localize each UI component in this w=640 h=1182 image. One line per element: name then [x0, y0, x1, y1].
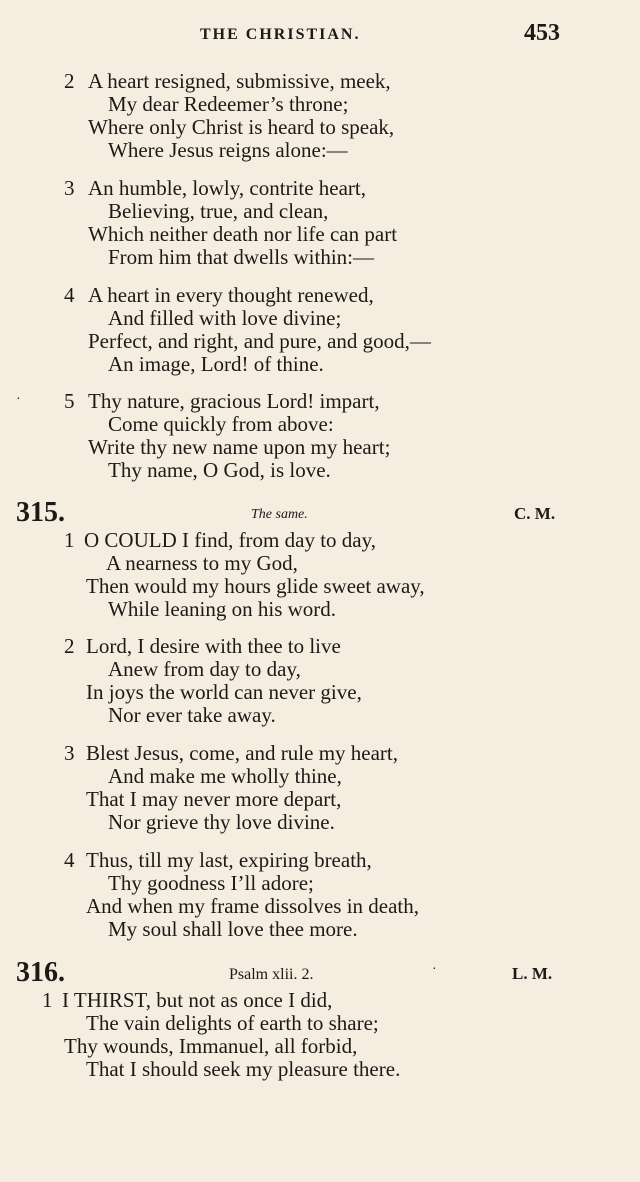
verse-line: That I should seek my pleasure there. [86, 1057, 401, 1081]
verse-line: While leaning on his word. [108, 597, 337, 621]
hymn-subtitle: The same. [251, 507, 308, 522]
verse-line: Lord, I desire with thee to live [86, 634, 341, 658]
stanza-number: 3 [64, 176, 75, 200]
print-speck: · [16, 392, 21, 407]
verse-line: In joys the world can never give, [86, 680, 362, 704]
verse-line: Thy goodness I’ll adore; [108, 871, 314, 895]
verse-line: I THIRST, but not as once I did, [62, 988, 333, 1012]
verse-line: Which neither death nor life can part [88, 222, 398, 246]
verse-line: Where Jesus reigns alone:— [108, 138, 348, 162]
stanza-number: 4 [64, 283, 75, 307]
verse-line: A heart resigned, submissive, meek, [88, 69, 391, 93]
hymn-number: 315. [16, 497, 65, 528]
verse-line: Where only Christ is heard to speak, [88, 115, 395, 139]
stanza-number: 2 [64, 69, 75, 93]
verse-line: And make me wholly thine, [108, 764, 342, 788]
verse-line: Thus, till my last, expiring breath, [86, 848, 372, 872]
stanza-number: 1 [64, 528, 75, 552]
stanza-number: 4 [64, 848, 75, 872]
verse-line: Write thy new name upon my heart; [88, 435, 391, 459]
verse-line: A nearness to my God, [106, 551, 298, 575]
stanza-number: 2 [64, 634, 75, 658]
verse-line: Then would my hours glide sweet away, [86, 574, 425, 598]
verse-line: Thy nature, gracious Lord! impart, [88, 389, 380, 413]
stanza-number: 1 [42, 988, 53, 1012]
verse-line: From him that dwells within:— [108, 245, 374, 269]
verse-line: An image, Lord! of thine. [108, 352, 324, 376]
verse-line: That I may never more depart, [86, 787, 342, 811]
verse-line: Nor ever take away. [108, 703, 276, 727]
hymn-meter: L. M. [512, 964, 553, 983]
verse-line: Thy name, O God, is love. [108, 458, 331, 482]
verse-line: Perfect, and right, and pure, and good,— [88, 329, 431, 353]
verse-line: Blest Jesus, come, and rule my heart, [86, 741, 399, 765]
verse-line: Believing, true, and clean, [108, 199, 329, 223]
hymn-meter: C. M. [514, 504, 556, 523]
stanza-number: 3 [64, 741, 75, 765]
verse-line: My dear Redeemer’s throne; [108, 92, 349, 116]
verse-line: Anew from day to day, [108, 657, 301, 681]
verse-line: An humble, lowly, contrite heart, [88, 176, 366, 200]
stanza-number: 5 [64, 389, 75, 413]
verse-line: The vain delights of earth to share; [86, 1011, 379, 1035]
hymn-number: 316. [16, 957, 65, 988]
page-number: 453 [524, 20, 560, 46]
verse-line: And when my frame dissolves in death, [86, 894, 420, 918]
verse-line: A heart in every thought renewed, [88, 283, 374, 307]
verse-line: Nor grieve thy love divine. [108, 810, 335, 834]
hymn-source: Psalm xlii. 2. [229, 966, 314, 983]
verse-line: And filled with love divine; [108, 306, 342, 330]
verse-line: O COULD I find, from day to day, [84, 528, 377, 552]
print-speck: · [432, 962, 437, 977]
verse-line: Thy wounds, Immanuel, all forbid, [64, 1034, 358, 1058]
running-head: THE CHRISTIAN. [200, 26, 361, 43]
verse-line: Come quickly from above: [108, 412, 334, 436]
verse-line: My soul shall love thee more. [108, 917, 358, 941]
